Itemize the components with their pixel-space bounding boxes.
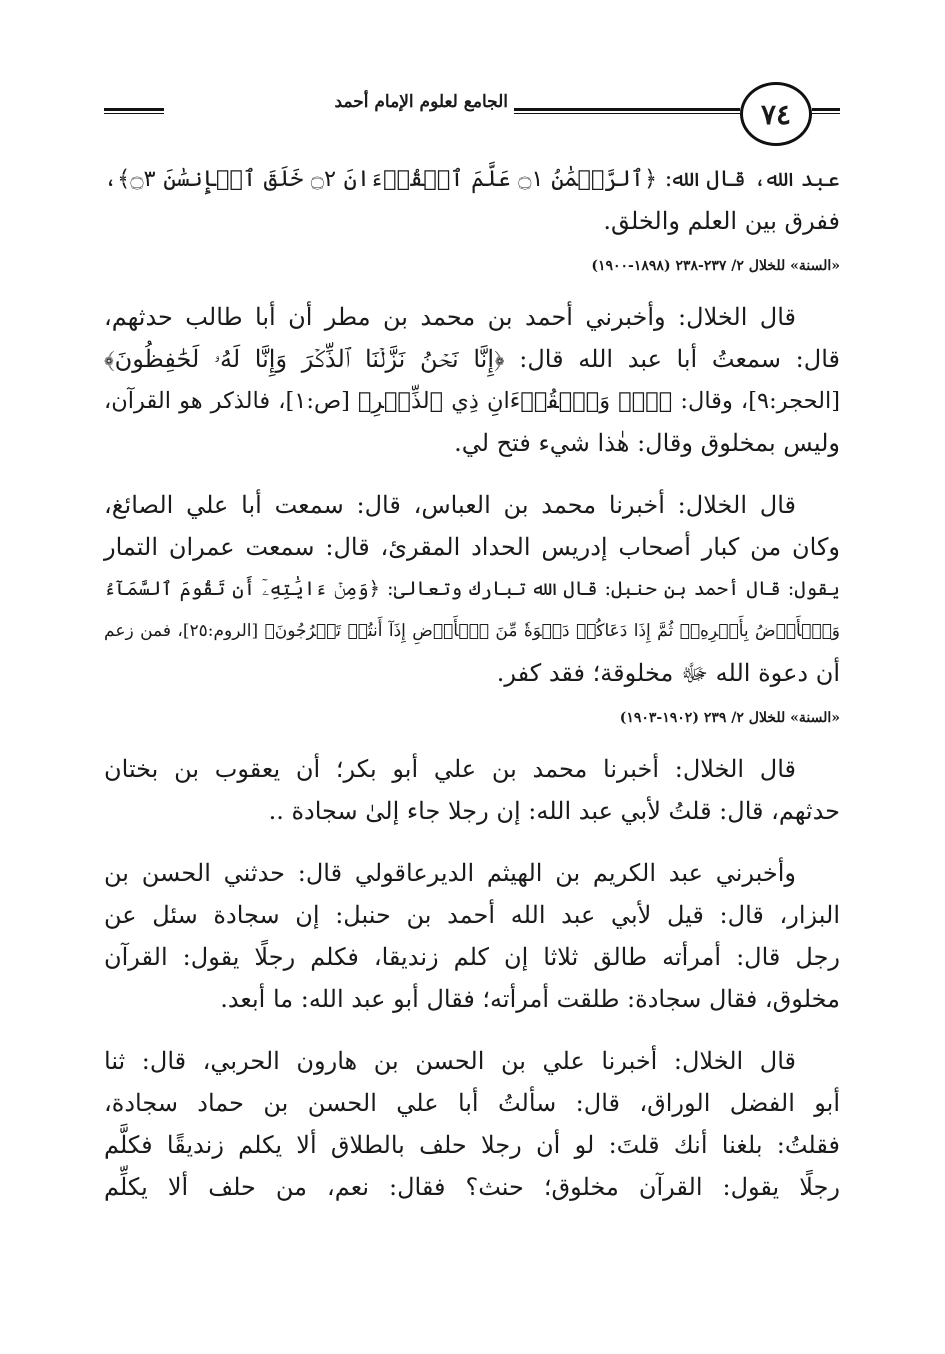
text-line: قال الخلال: أخبرنا علي بن الحسن بن هارون الحربي، قال: ثنا (104, 1047, 796, 1075)
text-line: قال الخلال: وأخبرني أحمد بن محمد بن مطر أن أبا طالب حدثهم، (104, 303, 796, 331)
paragraph (104, 296, 840, 464)
text-line: حدثهم، قال: قلتُ لأبي عبد الله: إن رجلا جاء إلىٰ سجادة .. (268, 797, 840, 825)
header-rule-left (104, 108, 164, 114)
header-rule-middle (514, 108, 740, 114)
text-line: وليس بمخلوق وقال: هٰذا شيء فتح لي. (454, 429, 840, 457)
text-line: رجل قال: أمرأته طالق ثلاثا إن كلم زنديقا، فكلم رجلًا يقول: القرآن (104, 943, 840, 971)
text-line: عبد الله، قال الله: ﴿ٱلرَّحۡمَٰنُ ۝١ عَلَّمَ ٱلۡقُرۡءَانَ ۝٢ خَلَقَ ٱلۡإِنسَٰنَ ۝٣﴾، (104, 166, 840, 192)
text-line: وأخبرني عبد الكريم بن الهيثم الديرعاقولي قال: حدثني الحسن بن (104, 859, 796, 887)
paragraph (104, 748, 840, 832)
text-line: وكان من كبار أصحاب إدريس الحداد المقرئ، قال: سمعت عمران التمار (104, 533, 840, 561)
text-line: قال: سمعتُ أبا عبد الله قال: ﴿إِنَّا نَحۡنُ نَزَّلۡنَا ٱلذِّكۡرَ وَإِنَّا لَهُۥ لَحَٰفِظُونَ﴾ (104, 345, 840, 373)
book-page (104, 70, 840, 1340)
paragraph (104, 852, 840, 1020)
text-line: يقول: قال أحمد بن حنبل: قال الله تبارك وتعالىٰ: ﴿وَمِنۡ ءَايَٰتِهِۦٓ أَن تَقُومَ ٱلسَّمَآءُ (104, 577, 840, 600)
text-line: فقلتُ: بلغنا أنك قلتَ: لو أن رجلا حلف بالطلاق ألا يكلم زنديقًا فكلَّم (104, 1131, 840, 1159)
page-body (104, 158, 840, 1228)
text-line: قال الخلال: أخبرنا محمد بن العباس، قال: سمعت أبا علي الصائغ، (104, 491, 796, 519)
paragraph (104, 484, 840, 694)
text-line: رجلًا يقول: القرآن مخلوق؛ حنث؟ فقال: نعم، من حلف ألا يكلِّم (104, 1173, 840, 1201)
paragraph (104, 1040, 840, 1208)
text-line: أن دعوة الله ﷻ مخلوقة؛ فقد كفر. (496, 659, 840, 687)
page-header (104, 70, 840, 150)
paragraph (104, 158, 840, 242)
page-number: ٧٤ (740, 82, 812, 146)
text-line: [الحجر:٩]، وقال: ﴿صٓۚ وَٱلۡقُرۡءَانِ ذِي ٱلذِّكۡرِ﴾ [ص:١]، فالذكر هو القرآن، (104, 388, 841, 414)
source-citation: «السنة» للخلال ٢/ ٢٣٩ (١٩٠٢-١٩٠٣) (619, 710, 840, 726)
header-rule-right (812, 108, 840, 114)
running-title: الجامع لعلوم الإمام أحمد (334, 92, 508, 112)
text-line: مخلوق، فقال سجادة: طلقت أمرأته؛ فقال أبو عبد الله: ما أبعد. (220, 985, 840, 1013)
source-citation: «السنة» للخلال ٢/ ٢٣٧-٢٣٨ (١٨٩٨-١٩٠٠) (591, 258, 840, 274)
text-line: أبو الفضل الوراق، قال: سألتُ أبا علي الحسن بن حماد سجادة، (104, 1089, 840, 1117)
text-line: قال الخلال: أخبرنا محمد بن علي أبو بكر؛ أن يعقوب بن بختان (104, 755, 796, 783)
text-line: البزار، قال: قيل لأبي عبد الله أحمد بن حنبل: إن سجادة سئل عن (104, 901, 840, 929)
text-line: وَٱلۡأَرۡضُ بِأَمۡرِهِۦۚ ثُمَّ إِذَا دَعَاكُمۡ دَعۡوَةٗ مِّنَ ٱلۡأَرۡضِ إِذَآ أَنتُمۡ تَخۡرُجُونَ﴾ [الروم:٢٥]، فمن زعم (104, 621, 840, 641)
text-line: ففرق بين العلم والخلق. (603, 207, 840, 235)
